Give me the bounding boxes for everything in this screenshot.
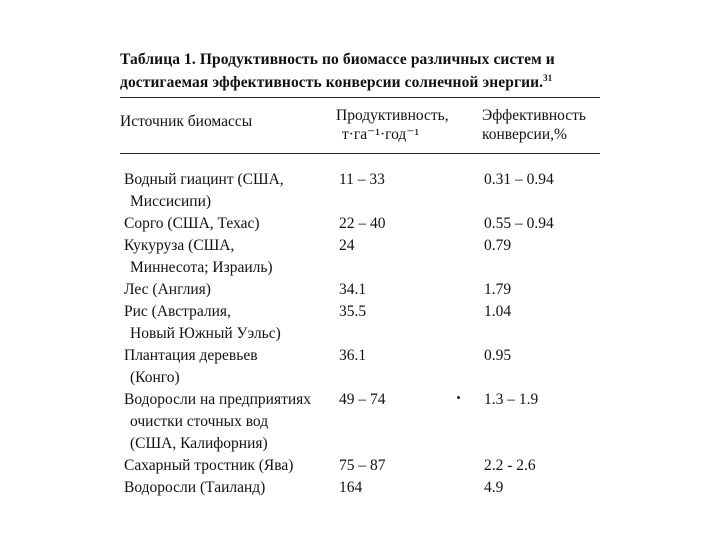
- source-text-continued: очистки сточных вод: [130, 413, 269, 430]
- row-productivity: [339, 477, 362, 499]
- productivity-value: 164: [339, 479, 363, 496]
- row-productivity: [339, 389, 386, 411]
- source-text: Сорго (США, Техас): [124, 215, 260, 232]
- row-source: [124, 301, 281, 345]
- source-text-continued: Новый Южный Уэльс): [130, 325, 281, 342]
- source-text: Водоросли на предприятиях: [124, 391, 312, 408]
- source-text: Рис (Австралия,: [124, 303, 231, 320]
- caption-text: Продуктивность по биомассе различных систем и достигаемая эффективность конверсии солнечной энергии.: [120, 51, 555, 91]
- caption-label: Таблица 1.: [120, 51, 196, 68]
- row-source: [124, 477, 265, 499]
- efficiency-value: 2.2 - 2.6: [484, 457, 536, 474]
- efficiency-value: 0.31 – 0.94: [484, 171, 554, 188]
- print-speck: [457, 396, 460, 399]
- productivity-value: 49 – 74: [339, 391, 386, 408]
- header-productivity-unit: т·га⁻¹·год⁻¹: [342, 126, 420, 143]
- row-source: [124, 235, 273, 279]
- source-text: Водный гиацинт (США,: [124, 171, 284, 188]
- efficiency-value: 1.79: [484, 281, 512, 298]
- source-text: Кукуруза (США,: [124, 237, 235, 254]
- source-text: Лес (Англия): [124, 281, 211, 298]
- row-productivity: [339, 279, 366, 301]
- row-efficiency: [484, 235, 511, 257]
- row-efficiency: [484, 455, 536, 477]
- productivity-value: 24: [339, 237, 355, 254]
- efficiency-value: 0.95: [484, 347, 512, 364]
- row-source: [124, 279, 211, 301]
- row-productivity: [339, 301, 366, 323]
- source-text-continued: Миссисипи): [130, 193, 212, 210]
- row-source: [124, 169, 284, 213]
- row-productivity: [339, 235, 355, 257]
- row-efficiency: [484, 279, 511, 301]
- row-efficiency: [484, 477, 503, 499]
- caption-reference: 31: [543, 73, 553, 83]
- efficiency-value: 1.3 – 1.9: [484, 391, 539, 408]
- row-efficiency: [484, 301, 511, 323]
- row-efficiency: [484, 169, 554, 191]
- row-source: [124, 455, 293, 477]
- productivity-value: 11 – 33: [339, 171, 385, 188]
- source-text: Водоросли (Таиланд): [124, 479, 266, 496]
- productivity-value: 34.1: [339, 281, 367, 298]
- row-source: [124, 345, 258, 389]
- source-text-continued: (США, Калифорния): [130, 435, 268, 452]
- efficiency-value: 4.9: [484, 479, 504, 496]
- header-efficiency-unit: конверсии,%: [482, 126, 567, 143]
- row-productivity: [339, 345, 366, 367]
- row-productivity: [339, 455, 386, 477]
- productivity-value: 75 – 87: [339, 457, 386, 474]
- source-text-continued: Миннесота; Израиль): [130, 259, 273, 276]
- row-efficiency: [484, 213, 554, 235]
- source-text: Плантация деревьев: [124, 347, 258, 364]
- source-text: Сахарный тростник (Ява): [124, 457, 294, 474]
- row-efficiency: [484, 345, 511, 367]
- row-productivity: [339, 213, 386, 235]
- row-efficiency: [484, 389, 538, 411]
- header-source-label: Источник биомассы: [120, 113, 253, 130]
- productivity-value: 35.5: [339, 303, 367, 320]
- efficiency-value: 0.55 – 0.94: [484, 215, 554, 232]
- source-text-continued: (Конго): [130, 369, 180, 386]
- productivity-value: 36.1: [339, 347, 367, 364]
- efficiency-value: 1.04: [484, 303, 512, 320]
- header-productivity-label: Продуктивность,: [336, 107, 449, 124]
- row-source: [124, 213, 260, 235]
- efficiency-value: 0.79: [484, 237, 512, 254]
- header-efficiency-label: Эффективность: [482, 107, 586, 124]
- row-source: [124, 389, 311, 455]
- row-productivity: [339, 169, 385, 191]
- productivity-value: 22 – 40: [339, 215, 386, 232]
